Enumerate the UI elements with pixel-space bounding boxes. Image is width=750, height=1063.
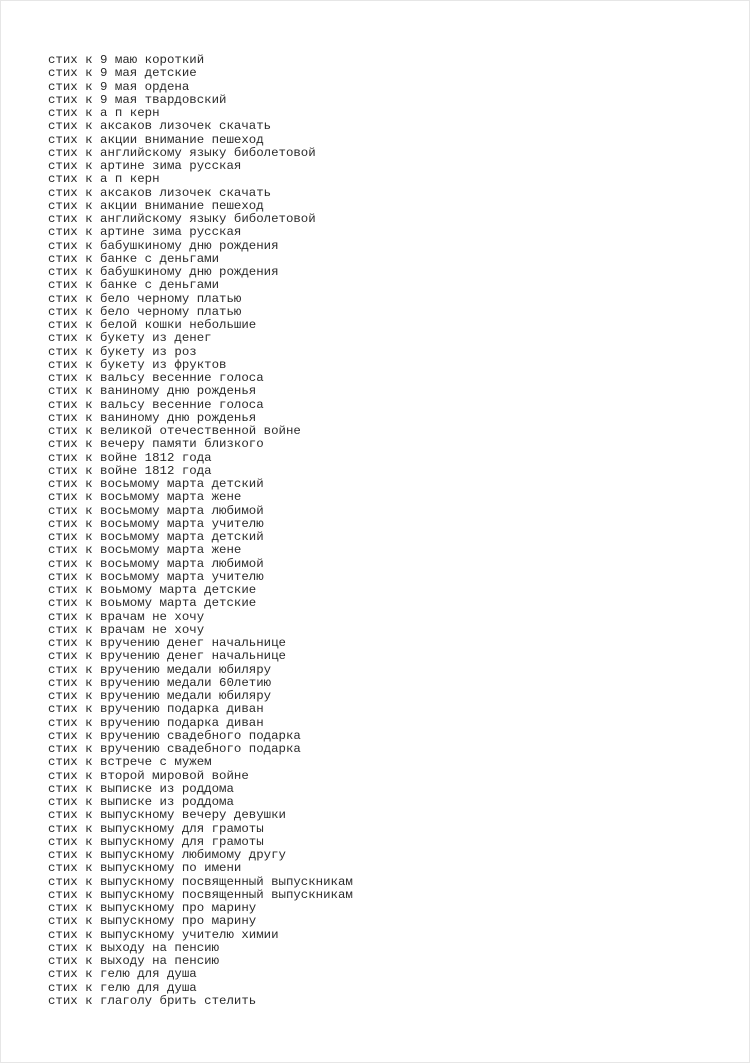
text-line: стих к а п керн	[48, 172, 160, 187]
text-line: стих к бабушкиному дню рождения	[48, 265, 279, 279]
text-line: стих к выходу на пенсию	[48, 954, 220, 968]
text-line: стих к врачам не хочу	[48, 622, 205, 637]
text-line: стих к вручению денег начальнице	[48, 636, 286, 650]
text-line: стих к 9 маю короткий	[48, 53, 205, 67]
text-line: стих к аксаков лизочек скачать	[48, 119, 272, 134]
text-line: стих к выпускному для грамоты	[48, 834, 264, 849]
text-line: стих к восьмому марта жене	[48, 543, 242, 558]
text-line: стих к вальсу весенние голоса	[48, 397, 264, 412]
text-line: стих к банке с деньгами	[48, 278, 220, 293]
text-line: стих к воьмому марта детские	[48, 596, 257, 611]
text-line: стих к букету из фруктов	[48, 357, 227, 372]
text-line: стих к артине зима русская	[48, 159, 242, 173]
text-line: стих к восьмому марта детский	[48, 477, 264, 491]
text-line: стих к букету из денег	[48, 331, 212, 346]
text-line: стих к а п керн	[48, 106, 160, 120]
text-line: стих к аксаков лизочек скачать	[48, 185, 272, 200]
text-line: стих к 9 мая ордена	[48, 79, 190, 94]
text-line: стих к встрече с мужем	[48, 755, 212, 770]
text-line: стих к гелю для душа	[48, 967, 197, 982]
text-line: стих к акции внимание пешеход	[48, 198, 264, 213]
text-line: стих к бело черному платью	[48, 291, 242, 306]
text-line: стих к восьмому марта учителю	[48, 516, 264, 531]
text-line: стих к второй мировой войне	[48, 768, 249, 783]
text-line: стих к вальсу весенние голоса	[48, 371, 264, 385]
text-line: стих к восьмому марта учителю	[48, 569, 264, 584]
text-line: стих к восьмому марта любимой	[48, 556, 264, 571]
text-line: стих к вручению подарка диван	[48, 715, 264, 730]
text-line: стих к вручению свадебного подарка	[48, 728, 301, 743]
text-line: стих к выпускному про марину	[48, 901, 257, 915]
text-line: стих к бело черному платью	[48, 304, 242, 319]
text-line: стих к выпускному посвященный выпускникам	[48, 874, 353, 889]
text-line: стих к восьмому марта жене	[48, 490, 242, 505]
text-line: стих к выпускному любимому другу	[48, 848, 286, 862]
text-line: стих к букету из роз	[48, 344, 197, 359]
text-line: стих к ваниному дню рожденья	[48, 410, 257, 425]
text-line: стих к вручению медали 60летию	[48, 675, 272, 690]
text-line: стих к вечеру памяти близкого	[48, 437, 264, 452]
text-line: стих к банке с деньгами	[48, 251, 220, 266]
text-line: стих к 9 мая детские	[48, 66, 197, 81]
text-line: стих к ваниному дню рожденья	[48, 384, 257, 399]
text-line: стих к вручению медали юбиляру	[48, 689, 272, 703]
text-line: стих к вручению медали юбиляру	[48, 662, 272, 677]
text-line: стих к выписке из роддома	[48, 795, 234, 809]
text-line: стих к глаголу брить стелить	[48, 993, 257, 1008]
text-line: стих к выпускному посвященный выпускникам	[48, 887, 353, 902]
text-line: стих к артине зима русская	[48, 225, 242, 240]
text-line: стих к выпускному по имени	[48, 861, 242, 876]
text-line: стих к вручению денег начальнице	[48, 649, 286, 664]
text-line: стих к выписке из роддома	[48, 781, 234, 796]
text-line: стих к восьмому марта любимой	[48, 503, 264, 518]
text-line: стих к выпускному про марину	[48, 914, 257, 929]
text-line: стих к бабушкиному дню рождения	[48, 238, 279, 253]
text-line: стих к вручению подарка диван	[48, 702, 264, 717]
text-line: стих к врачам не хочу	[48, 609, 205, 624]
text-line: стих к английскому языку биболетовой	[48, 212, 316, 226]
text-line: стих к войне 1812 года	[48, 450, 212, 465]
text-line: стих к воьмому марта детские	[48, 583, 257, 597]
text-line: стих к вручению свадебного подарка	[48, 742, 301, 756]
text-line: стих к выпускному для грамоты	[48, 821, 264, 836]
text-line: стих к акции внимание пешеход	[48, 132, 264, 147]
text-line: стих к белой кошки небольшие	[48, 318, 257, 332]
text-lines	[48, 54, 353, 1008]
text-line: стих к выпускному учителю химии	[48, 927, 279, 942]
text-line: стих к восьмому марта детский	[48, 530, 264, 544]
text-line: стих к выпускному вечеру девушки	[48, 808, 286, 823]
text-line: стих к войне 1812 года	[48, 463, 212, 478]
text-line: стих к английскому языку биболетовой	[48, 145, 316, 160]
text-line: стих к 9 мая твардовский	[48, 92, 227, 107]
text-line: стих к гелю для душа	[48, 980, 197, 995]
text-line: стих к великой отечественной войне	[48, 424, 301, 438]
text-line: стих к выходу на пенсию	[48, 940, 220, 955]
